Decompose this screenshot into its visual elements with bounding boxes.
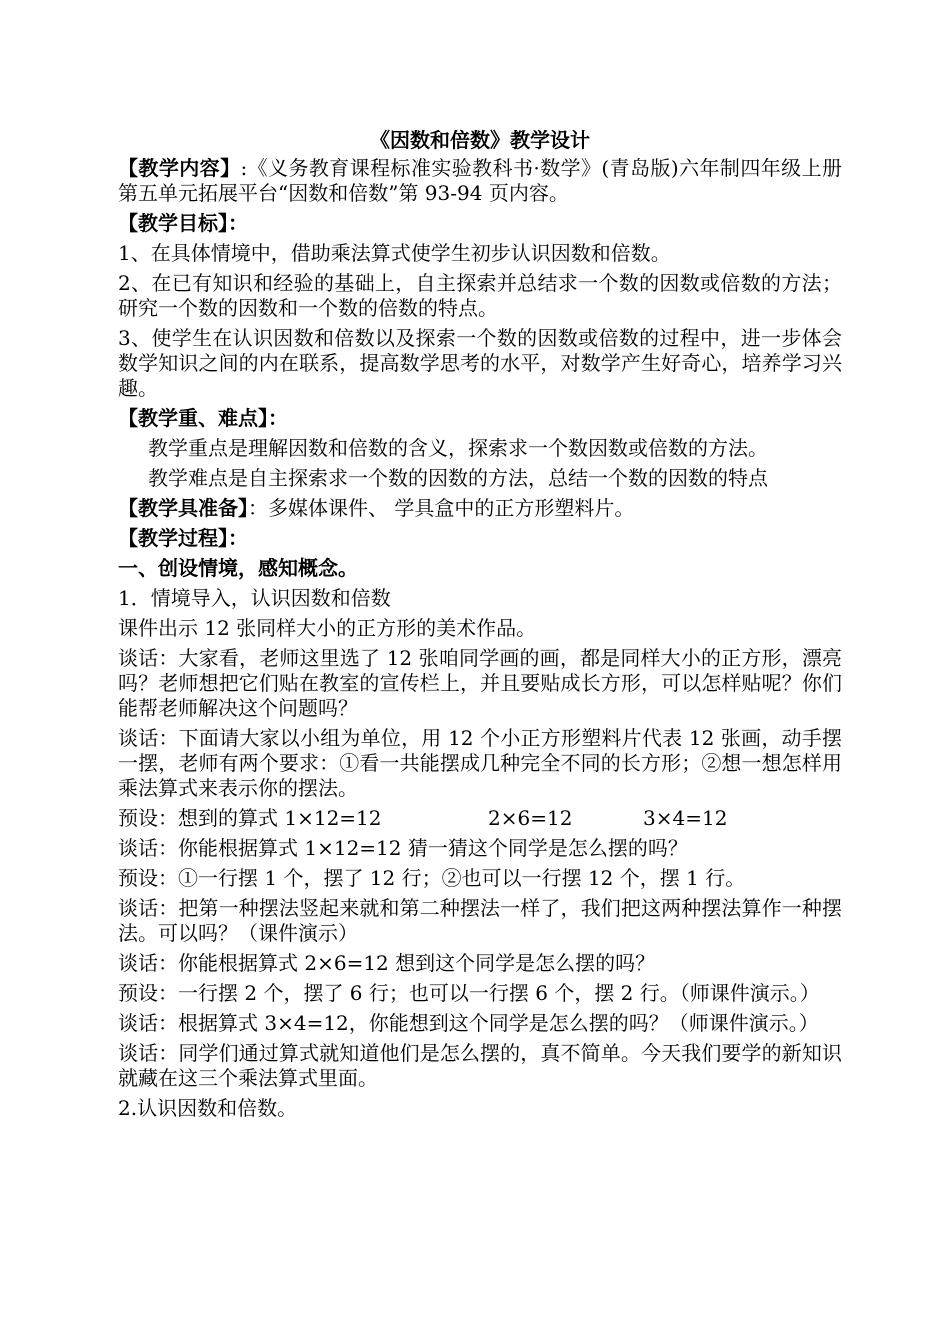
process-paragraph-8: 谈话：把第一种摆法竖起来就和第二种摆法一样了，我们把这两种摆法算作一种摆法。可以吗？（课件演示） [118,896,842,945]
key-point-item-1: 教学重点是理解因数和倍数的含义，探索求一个数因数或倍数的方法。 [148,436,768,460]
process-paragraph-13: 2.认识因数和倍数。 [118,1096,298,1120]
key-points-suffix: ： [268,406,288,430]
materials-label: 【教学具准备】 [118,496,248,520]
materials-text: ：多媒体课件、 学具盒中的正方形塑料片。 [248,496,635,520]
process-paragraph-7: 预设：①一行摆 1 个，摆了 12 行；②也可以一行摆 12 个，摆 1 行。 [118,866,746,890]
teaching-goals-heading [118,211,842,236]
process-paragraph-9: 谈话：你能根据算式 2×6=12 想到这个同学是怎么摆的吗？ [118,951,656,975]
materials-paragraph [118,496,842,521]
key-point-item-2: 教学难点是自主探索求一个数的因数的方法，总结一个数的因数的特点 [148,466,768,490]
process-paragraph-5 [118,806,842,831]
teaching-goals-label: 【教学目标】 [118,211,228,235]
section-heading-1: 一、创设情境，感知概念。 [118,556,358,580]
equation-3: 3×4=12 [643,806,728,830]
key-points-label: 【教学重、难点】 [118,406,268,430]
process-heading [118,526,842,551]
teaching-content-label: 【教学内容】 [118,156,241,180]
process-paragraph-11: 谈话：根据算式 3×4=12，你能想到这个同学是怎么摆的吗？（师课件演示。） [118,1011,819,1035]
key-points-heading [118,406,842,431]
document-title: 《因数和倍数》教学设计 [370,128,590,152]
equation-1: 预设：想到的算式 1×12=12 [118,806,382,830]
goal-item-2: 2、在已有知识和经验的基础上，自主探索并总结求一个数的因数或倍数的方法；研究一个数的因数和一个数的倍数的特点。 [118,271,842,320]
teaching-goals-suffix: ： [228,211,248,235]
process-suffix: ： [228,526,248,550]
process-paragraph-2: 课件出示 12 张同样大小的正方形的美术作品。 [118,616,537,640]
process-paragraph-4: 谈话：下面请大家以小组为单位，用 12 个小正方形塑料片代表 12 张画，动手摆一摆，老师有两个要求：①看一共能摆成几种完全不同的长方形；②想一想怎样用乘法算式来表示你的摆法。 [118,726,842,800]
equation-2: 2×6=12 [488,806,573,830]
document-page [118,128,842,1126]
process-paragraph-10: 预设：一行摆 2 个，摆了 6 行；也可以一行摆 6 个，摆 2 行。（师课件演示。） [118,981,820,1005]
goal-item-3: 3、使学生在认识因数和倍数以及探索一个数的因数或倍数的过程中，进一步体会数学知识之间的内在联系，提高数学思考的水平，对数学产生好奇心，培养学习兴趣。 [118,326,842,400]
process-paragraph-6: 谈话：你能根据算式 1×12=12 猜一猜这个同学是怎么摆的吗？ [118,836,688,860]
process-paragraph-12: 谈话：同学们通过算式就知道他们是怎么摆的，真不简单。今天我们要学的新知识就藏在这三个乘法算式里面。 [118,1041,842,1090]
process-paragraph-1: 1．情境导入，认识因数和倍数 [118,586,391,610]
process-paragraph-3: 谈话：大家看，老师这里选了 12 张咱同学画的画，都是同样大小的正方形，漂亮吗？老师想把它们贴在教室的宣传栏上，并且要贴成长方形，可以怎样贴呢？你们能帮老师解决这个问题吗？ [118,646,842,720]
teaching-content-paragraph [118,156,842,206]
teaching-content-text: :《义务教育课程标准实验教科书·数学》(青岛版)六年制四年级上册第五单元拓展平台“因数和倍数”第 93-94 页内容。 [118,156,843,205]
process-label: 【教学过程】 [118,526,228,550]
goal-item-1: 1、在具体情境中，借助乘法算式使学生初步认识因数和倍数。 [118,241,671,265]
